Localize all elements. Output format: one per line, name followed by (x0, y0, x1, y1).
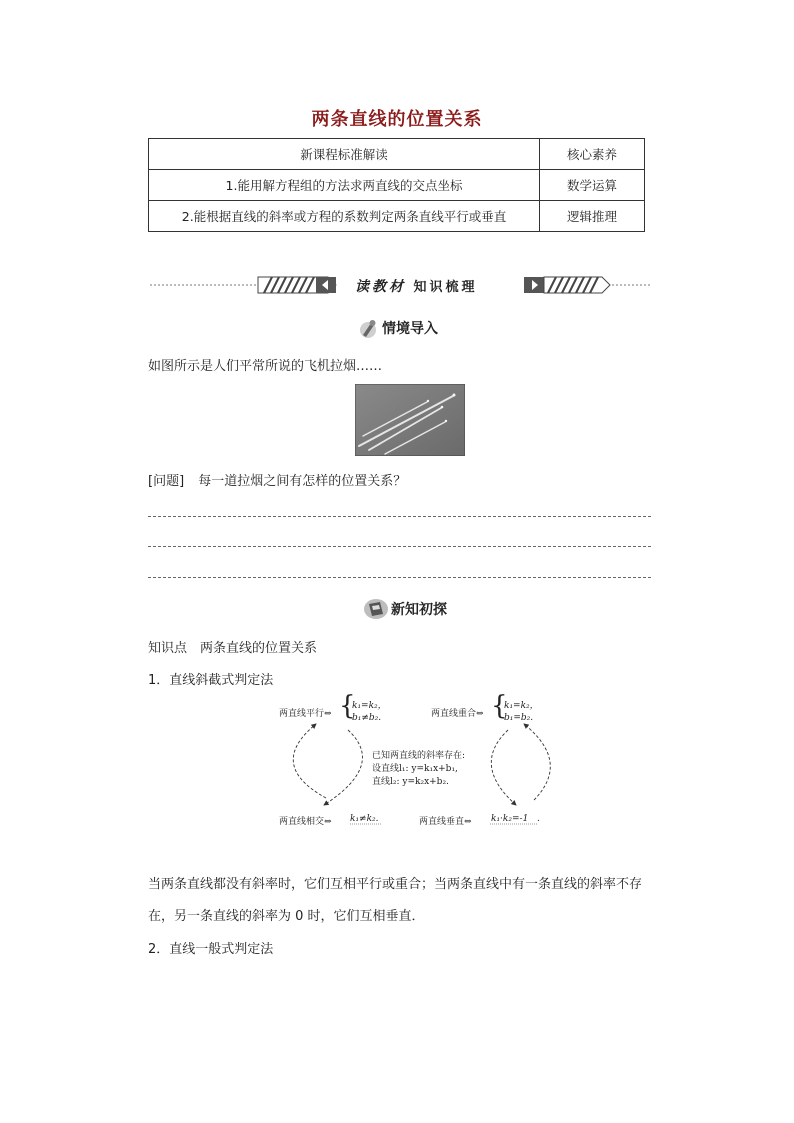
intro-heading (357, 316, 438, 340)
intro-text: 如图所示是人们平常所说的飞机拉烟…… (148, 359, 383, 374)
diagram-arrows (276, 690, 560, 830)
parallel-condition-1: k₁=k₂， (352, 701, 387, 711)
standards-table (148, 138, 645, 232)
diagram-center-line-1: 已知两直线的斜率存在: (372, 751, 466, 761)
table-row (149, 170, 645, 201)
item-1-title: 1．直线斜截式判定法 (148, 673, 274, 688)
page-title: 两条直线的位置关系 (311, 109, 483, 130)
slope-intercept-diagram (276, 690, 560, 830)
knowledge-point-title: 知识点 两条直线的位置关系 (148, 641, 318, 656)
answer-line (148, 516, 651, 517)
banner-title-right: 知识梳理 (413, 280, 478, 295)
diagram-center-line-2: 设直线l₁: y=k₁x+b₁, (372, 764, 458, 774)
perpendicular-end: . (537, 814, 540, 824)
wrench-pen-icon (357, 317, 379, 339)
table-cell: 2.能根据直线的斜率或方程的系数判定两条直线平行或垂直 (149, 201, 540, 232)
table-cell: 逻辑推理 (540, 201, 645, 232)
hatched-arrow-left-decoration (258, 277, 336, 293)
parallel-condition-2: b₁≠b₂. (352, 713, 382, 723)
parallel-label: 两直线平行⇔ (279, 709, 332, 719)
coincide-label: 两直线重合⇔ (431, 709, 484, 719)
arrow-to-parallel (293, 724, 326, 798)
arrow-to-coincide (524, 724, 550, 800)
question-line (148, 470, 406, 489)
new-knowledge-heading (363, 596, 447, 622)
question-tag: [问题] (148, 474, 185, 489)
intersect-condition: k₁≠k₂. (350, 814, 379, 824)
answer-line (148, 546, 651, 547)
arrow-to-perpendicular (491, 730, 516, 805)
new-knowledge-heading-label: 新知初探 (391, 602, 447, 618)
question-text: 每一道拉烟之间有怎样的位置关系？ (198, 474, 407, 489)
arrow-to-intersect (324, 730, 362, 805)
hatched-arrow-right-decoration (524, 277, 610, 293)
table-cell: 1.能用解方程组的方法求两直线的交点坐标 (149, 170, 540, 201)
intro-heading-label: 情境导入 (382, 321, 438, 337)
paragraph-text-1: 当两条直线都没有斜率时，它们互相平行或重合；当两条直线中有一条直线的斜率不存 (148, 877, 643, 892)
banner-title-left: 读教材 (355, 279, 406, 295)
table-row (149, 201, 645, 232)
brace-icon: { (491, 691, 508, 721)
paragraph-line-2: 在，另一条直线的斜率为 0 时，它们互相垂直． (148, 909, 425, 924)
book-badge-icon (363, 597, 389, 621)
coincide-condition-1: k₁=k₂， (504, 701, 539, 711)
item-2-title: 2．直线一般式判定法 (148, 942, 274, 957)
perpendicular-condition: k₁·k₂=-1 (491, 814, 529, 824)
table-header: 核心素养 (540, 139, 645, 170)
coincide-condition-2: b₁=b₂. (504, 713, 534, 723)
perpendicular-label: 两直线垂直⇔ (419, 817, 472, 827)
diagram-center-line-3: 直线l₂: y=k₂x+b₂. (372, 777, 449, 787)
airplane-contrails-photo (355, 384, 465, 456)
table-cell: 数学运算 (540, 170, 645, 201)
answer-line (148, 577, 651, 578)
banner-title (355, 276, 478, 296)
table-header-row (149, 139, 645, 170)
paragraph-line-1 (148, 870, 651, 900)
intersect-label: 两直线相交⇔ (279, 817, 332, 827)
brace-icon: { (339, 691, 356, 721)
table-header: 新课程标准解读 (149, 139, 540, 170)
